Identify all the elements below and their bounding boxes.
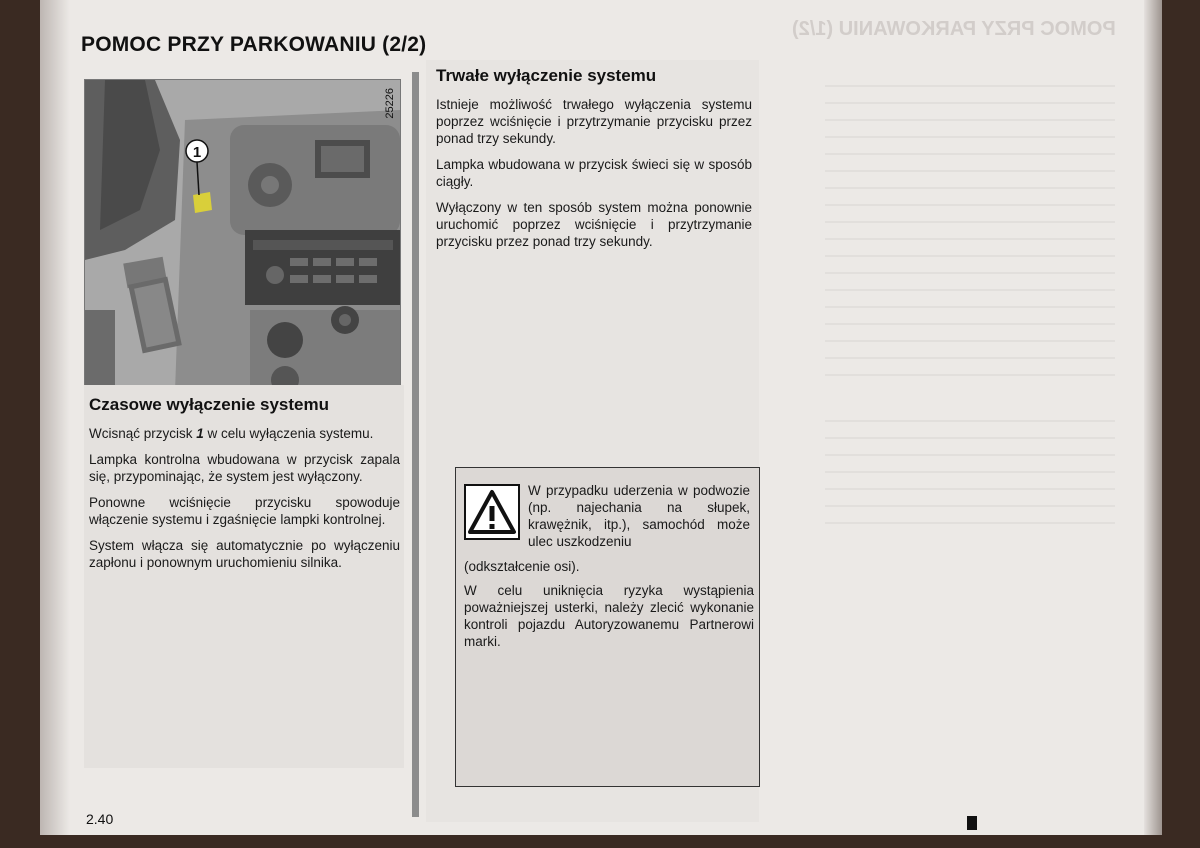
page-number: 2.40 (86, 811, 114, 827)
warning-advice: W celu uniknięcia ryzyka wystąpienia poważniejszej usterki, należy zlecić wykonanie kontroli pojazdu Autoryzowanemu Partnerowi marki. (464, 583, 754, 649)
figure-reference-number: 25226 (384, 88, 396, 119)
section-permanent-deactivation (436, 66, 752, 259)
paragraph: Lampka wbudowana w przycisk świeci się w sposób ciągły. (436, 157, 752, 189)
warning-box (455, 467, 760, 787)
section-heading: Czasowe wyłączenie systemu (89, 395, 330, 414)
paragraph-text: Wcisnąć przycisk (89, 426, 197, 441)
warning-text: W przypadku uderzenia w podwozie (np. najechania na słupek, krawężnik, itp.), samochód może ulec uszkodzeniu (528, 483, 750, 549)
chapter-marker (967, 816, 977, 830)
button-reference: 1 (196, 426, 204, 441)
warning-triangle-icon (464, 484, 520, 540)
gutter-shadow (40, 0, 70, 835)
page-title: POMOC PRZY PARKOWANIU (2/2) (81, 33, 427, 56)
paragraph: System włącza się automatycznie po wyłączeniu zapłonu i ponownym uruchomieniu silnika. (89, 538, 400, 570)
column-divider (412, 72, 419, 817)
section-temporary-deactivation (89, 395, 400, 580)
dashboard-illustration (85, 80, 400, 391)
paragraph: Lampka kontrolna wbudowana w przycisk zapala się, przypominając, że system jest wyłączony. (89, 452, 400, 484)
paragraph: Wyłączony w ten sposób system można ponownie uruchomić poprzez wciśnięcie i przytrzymanie przycisku przez ponad trzy sekundy. (436, 200, 752, 249)
paragraph: Istnieje możliwość trwałego wyłączenia systemu poprzez wciśnięcie i przytrzymanie przycisku przez ponad trzy sekundy. (436, 97, 752, 146)
show-through-text (825, 420, 1115, 530)
paragraph: Ponowne wciśnięcie przycisku spowoduje włączenie systemu i zgaśnięcie lampki kontrolnej. (89, 495, 400, 527)
paragraph-text: w celu wyłączenia systemu. (203, 426, 374, 441)
dashboard-photo (84, 79, 401, 392)
show-through-heading: POMOC PRZY PARKOWANIU (1/2) (792, 18, 1116, 40)
show-through-text (825, 85, 1115, 385)
warning-text-end: (odkształcenie osi). (464, 559, 580, 574)
page-edge (1144, 0, 1162, 835)
section-heading: Trwałe wyłączenie systemu (436, 66, 657, 85)
callout-number: 1 (192, 144, 202, 161)
paragraph (89, 425, 400, 442)
